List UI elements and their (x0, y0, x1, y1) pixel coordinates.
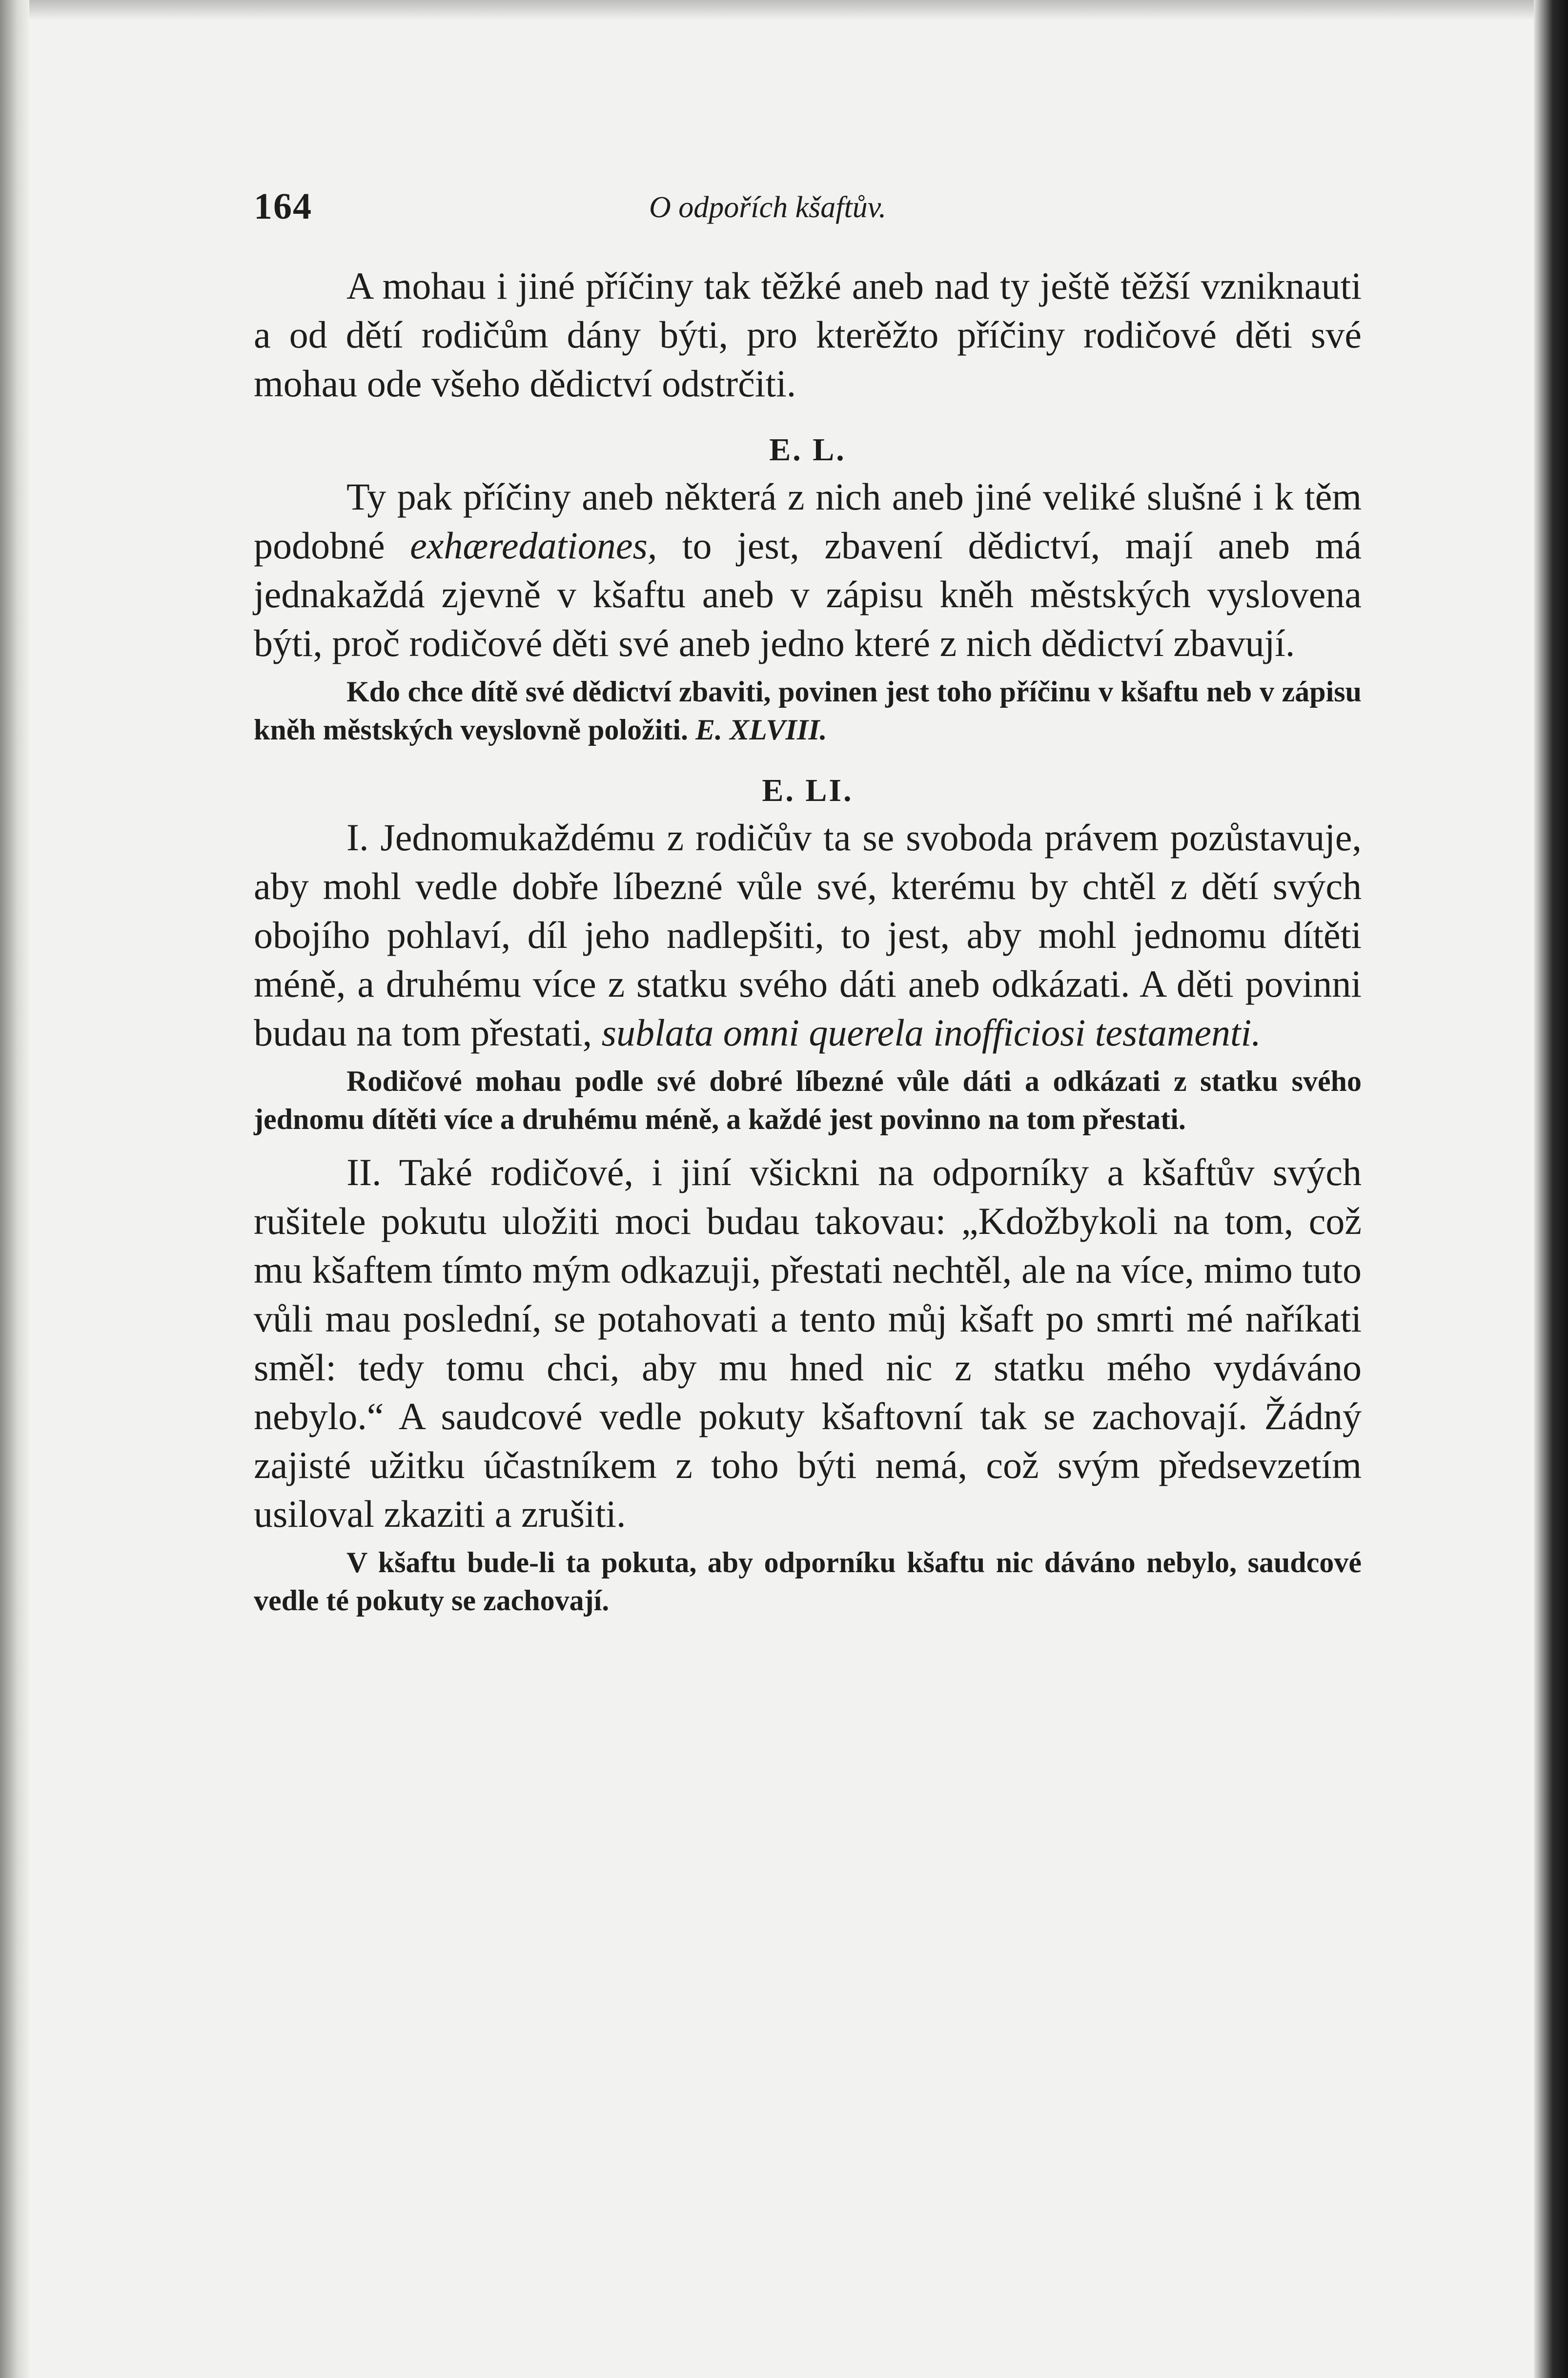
paragraph-eli-i (254, 813, 1362, 1057)
page-edge-right (1534, 0, 1568, 2378)
paragraph-el-text-2: to jest, zbavení dědictví, mají aneb má jednakaždá zjevně v kšaftu aneb v zápisu kněh městských vyslovena býti, proč rodičové děti své aneb jedno které z nich dědictví zbavují. (254, 524, 1362, 664)
paragraph-intro: A mohau i jiné příčiny tak těžké aneb nad ty ještě těžší vzniknauti a od dětí rodičům dány býti, pro kterěžto příčiny rodičové děti své mohau ode všeho dědictví odstrčiti. (254, 265, 1362, 405)
section-title-eli: E. LI. (762, 773, 854, 808)
page-number: 164 (254, 186, 312, 227)
page-edge-top (0, 0, 1568, 20)
note-eli-i: Rodičové mohau podle své dobré líbezné vůle dáti a odkázati z statku svého jednomu dítěti více a druhému méně, a každé jest povinno na tom přestati. (254, 1065, 1362, 1135)
note-el (254, 673, 1362, 749)
page-header (254, 185, 1362, 244)
page-edge-left (0, 0, 29, 2378)
paragraph-eli-ii: II. Také rodičové, i jiní všickni na odporníky a kšaftův svých rušitele pokutu uložiti moci budau takovau: „Kdožbykoli na tom, což mu kšaftem tímto mým odkazuji, přestati nechtěl, ale na více, mimo tuto vůli mau poslední, se potahovati a tento můj kšaft po smrti mé naříkati směl: tedy tomu chci, aby mu hned nic z statku mého vydáváno nebylo.“ A saudcové vedle pokuty kšaftovní tak se zachovají. Žádný zajisté užitku účastníkem z toho býti nemá, což svým předsevzetím usiloval zkaziti a zrušiti. (254, 1151, 1362, 1535)
paragraph-el-text-1: Ty pak příčiny aneb některá z nich aneb jiné veliké slušné i k těm podobné (254, 475, 1362, 567)
note-el-reference: E. XLVIII. (695, 714, 827, 746)
running-title: O odpořích kšaftův. (649, 191, 887, 224)
latin-term: exhæredationes, (410, 524, 657, 567)
note-eli-ii: V kšaftu bude-li ta pokuta, aby odporníku kšaftu nic dáváno nebylo, saudcové vedle té pokuty se zachovají. (254, 1546, 1362, 1617)
latin-phrase: sublata omni querela inofficiosi testamenti. (601, 1011, 1261, 1054)
paragraph-el (254, 472, 1362, 668)
note-el-text: Kdo chce dítě své dědictví zbaviti, povinen jest toho příčinu v kšaftu neb v zápisu kněh městských veyslovně položiti. (254, 676, 1362, 746)
paragraph-eli-i-text: I. Jednomukaždému z rodičův ta se svoboda právem pozůstavuje, aby mohl vedle dobře líbezné vůle své, kterému by chtěl z dětí svých obojího pohlaví, díl jeho nadlepšiti, to jest, aby mohl jednomu dítěti méně, a druhému více z statku svého dáti aneb odkázati. A děti povinni budau na tom přestati, (254, 816, 1362, 1054)
section-title-el: E. L. (769, 432, 846, 468)
text-block (254, 185, 1362, 1620)
